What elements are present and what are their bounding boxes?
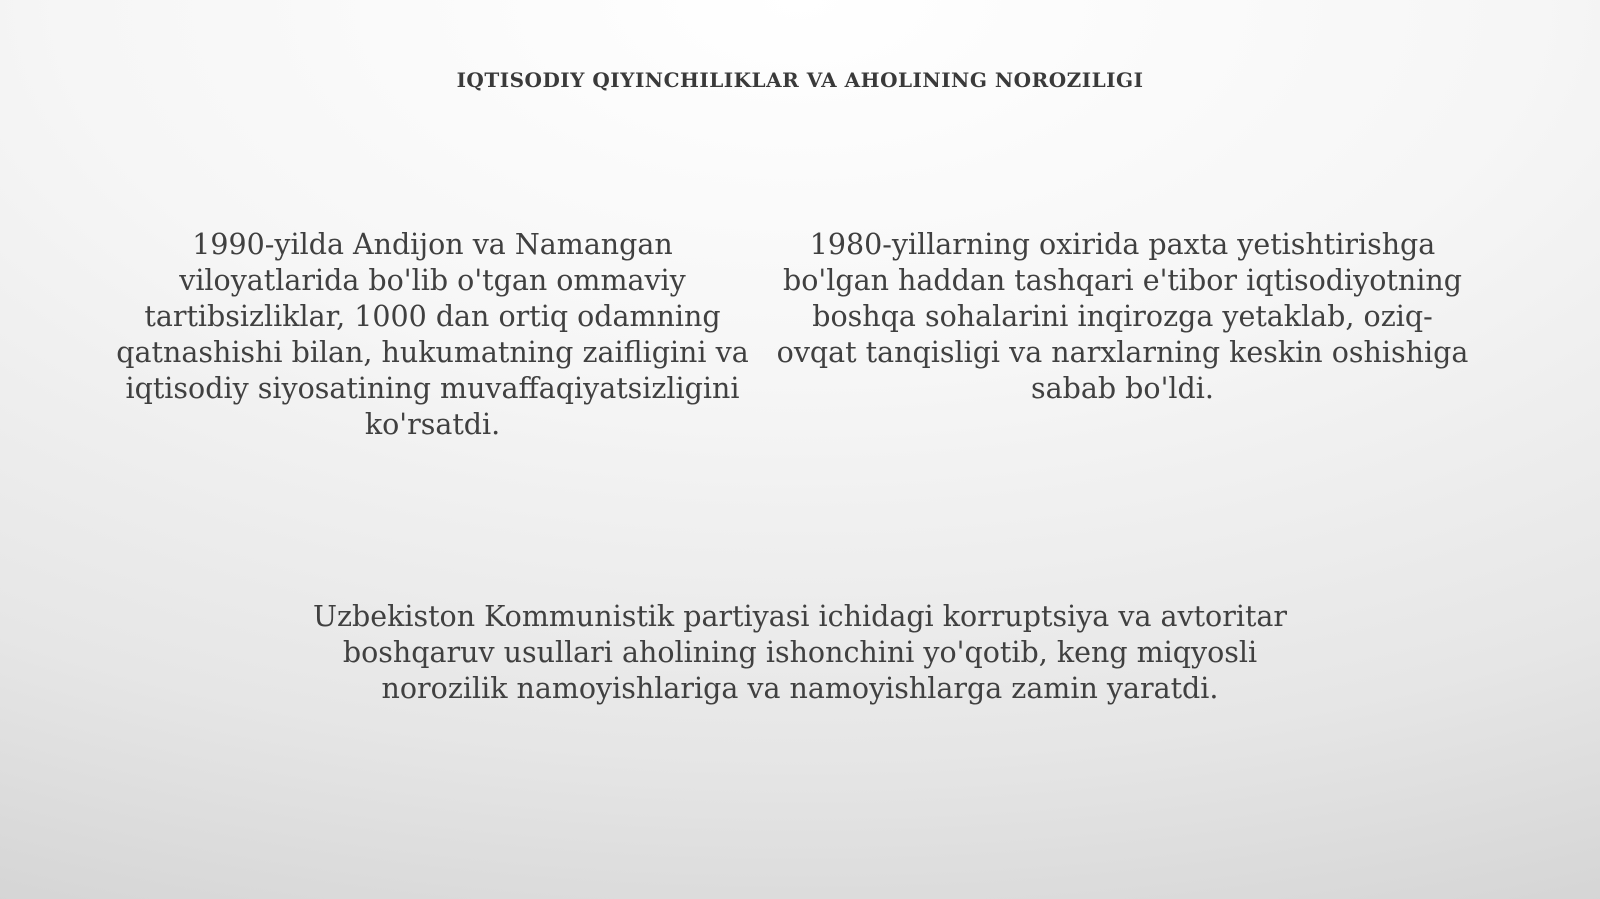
text-block-bottom: Uzbekiston Kommunistik partiyasi ichidagi korruptsiya va avtoritar boshqaruv usullari aholining ishonchini yo'qotib, keng miqyosli norozilik namoyishlariga va namoyishlarga zamin yaratdi.	[312, 600, 1288, 705]
text-block-right: 1980-yillarning oxirida paxta yetishtirishga bo'lgan haddan tashqari e'tibor iqtisodiyotning boshqa sohalarini inqirozga yetaklab, oziq-ovqat tanqisligi va narxlarning keskin oshishiga sabab bo'ldi.	[776, 228, 1469, 405]
text-block-left: 1990-yilda Andijon va Namangan viloyatlarida bo'lib o'tgan ommaviy tartibsizliklar, 1000 dan ortiq odamning qatnashishi bilan, hukumatning zaifligini va iqtisodiy siyosatining muvaffaqiyatsizligini ko'rsatdi.	[116, 228, 749, 441]
slide-title: IQTISODIY QIYINCHILIKLAR VA AHOLINING NOROZILIGI	[456, 68, 1144, 92]
